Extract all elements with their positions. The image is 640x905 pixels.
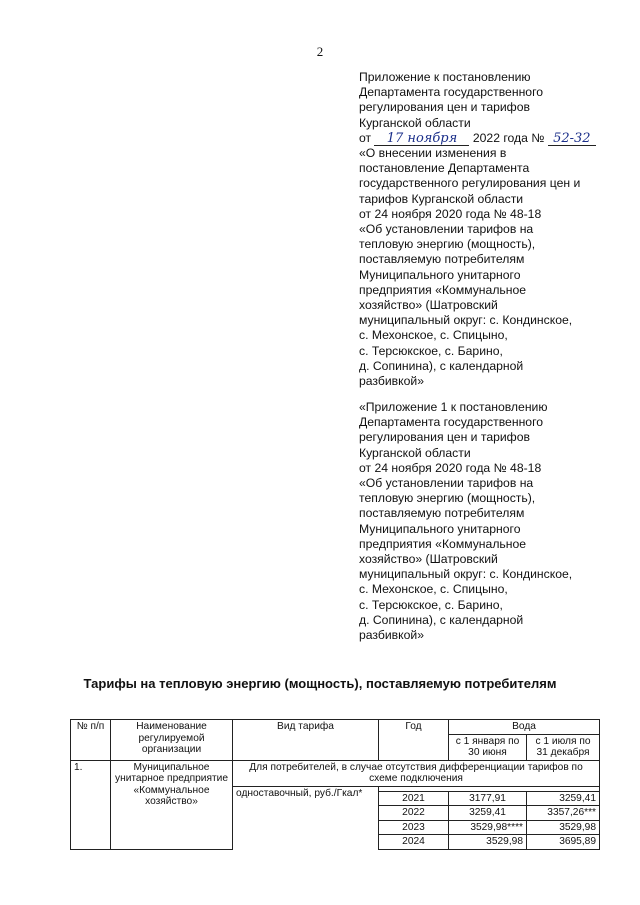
subject-line: разбивкой» xyxy=(359,374,424,389)
year-cell: 2021 xyxy=(379,791,449,806)
subject-line: с. Мехонское, с. Спицыно, xyxy=(359,328,508,343)
appendix-1-line: с. Мехонское, с. Спицыно, xyxy=(359,582,508,597)
value-cell: 3259,41 xyxy=(449,806,527,821)
appendix-line: Курганской области xyxy=(359,115,471,130)
appendix-line: регулирования цен и тарифов xyxy=(359,100,530,115)
appendix-1-line: тепловую энергию (мощность), xyxy=(359,491,536,506)
handwritten-number: 52-32 xyxy=(548,132,596,146)
org-name: Муниципальное унитарное предприятие «Коммунальное хозяйство» xyxy=(111,760,233,849)
consumers-note: Для потребителей, в случае отсутствия дифференциации тарифов по схеме подключения xyxy=(233,760,600,786)
subject-line: предприятия «Коммунальное xyxy=(359,282,527,297)
subject-line: поставляемую потребителям xyxy=(359,252,525,267)
appendix-1-line: хозяйство» (Шатровский xyxy=(359,552,498,567)
appendix-1-line: муниципальный округ: с. Кондинское, xyxy=(359,567,573,582)
value-cell: 3529,98**** xyxy=(449,820,527,835)
header-num: № п/п xyxy=(71,720,111,761)
appendix-1-line: Департамента государственного xyxy=(359,415,544,430)
subject-line: от 24 ноября 2020 года № 48-18 xyxy=(359,206,542,221)
appendix-1-block xyxy=(359,400,627,643)
year-cell: 2023 xyxy=(379,820,449,835)
header-tariff-type: Вид тарифа xyxy=(233,720,379,761)
header-water: Вода xyxy=(449,720,600,735)
document-title: Тарифы на тепловую энергию (мощность), поставляемую потребителям xyxy=(83,676,557,691)
appendix-1-line: поставляемую потребителям xyxy=(359,506,525,521)
value-cell: 3695,89 xyxy=(527,835,600,850)
appendix-1-line: Курганской области xyxy=(359,445,471,460)
year-cell: 2022 xyxy=(379,806,449,821)
subject-line: тарифов Курганской области xyxy=(359,191,524,206)
subject-line: государственного регулирования цен и xyxy=(359,176,581,191)
date-line xyxy=(359,131,627,146)
appendix-1-line: д. Сопинина), с календарной xyxy=(359,612,524,627)
appendix-1-line: от 24 ноября 2020 года № 48-18 xyxy=(359,460,542,475)
appendix-1-line: разбивкой» xyxy=(359,628,424,643)
subject-line: тепловую энергию (мощность), xyxy=(359,237,536,252)
appendix-1-line: регулирования цен и тарифов xyxy=(359,430,530,445)
appendix-1-line: «Приложение 1 к постановлению xyxy=(359,400,548,414)
tariffs-table xyxy=(70,719,600,850)
value-cell: 3177,91 xyxy=(449,791,527,806)
year-text: 2022 года № xyxy=(472,130,545,145)
appendix-1-line: Муниципального унитарного xyxy=(359,521,521,536)
subject-line: «Об установлении тарифов на xyxy=(359,222,534,237)
page-number: 2 xyxy=(316,44,324,59)
subject-line: с. Терсюкское, с. Барино, xyxy=(359,343,503,358)
subject-line: муниципальный округ: с. Кондинское, xyxy=(359,313,573,328)
tariff-label: одноставочный, руб./Гкал* xyxy=(233,786,379,849)
header-period-2: с 1 июля по 31 декабря xyxy=(527,734,600,760)
subject-line: хозяйство» (Шатровский xyxy=(359,298,498,313)
subject-line: «О внесении изменения в xyxy=(359,146,507,161)
year-cell: 2024 xyxy=(379,835,449,850)
appendix-change-block xyxy=(359,70,627,389)
appendix-1-line: с. Терсюкское, с. Барино, xyxy=(359,597,503,612)
row-number: 1. xyxy=(71,760,111,849)
value-cell: 3529,98 xyxy=(527,820,600,835)
appendix-1-line: «Об установлении тарифов на xyxy=(359,476,534,491)
header-period-1: с 1 января по 30 июня xyxy=(449,734,527,760)
header-year: Год xyxy=(379,720,449,761)
handwritten-date: 17 ноября xyxy=(374,132,469,146)
appendix-1-line: предприятия «Коммунальное xyxy=(359,536,527,551)
value-cell: 3259,41 xyxy=(527,791,600,806)
value-cell: 3357,26*** xyxy=(527,806,600,821)
appendix-line: Департамента государственного xyxy=(359,85,544,100)
date-prefix: от xyxy=(359,130,372,145)
header-org: Наименование регулируемой организации xyxy=(111,720,233,761)
subject-line: д. Сопинина), с календарной xyxy=(359,358,524,373)
value-cell: 3529,98 xyxy=(449,835,527,850)
subject-line: Муниципального унитарного xyxy=(359,267,521,282)
appendix-line: Приложение к постановлению xyxy=(359,70,531,84)
subject-line: постановление Департамента xyxy=(359,161,530,176)
